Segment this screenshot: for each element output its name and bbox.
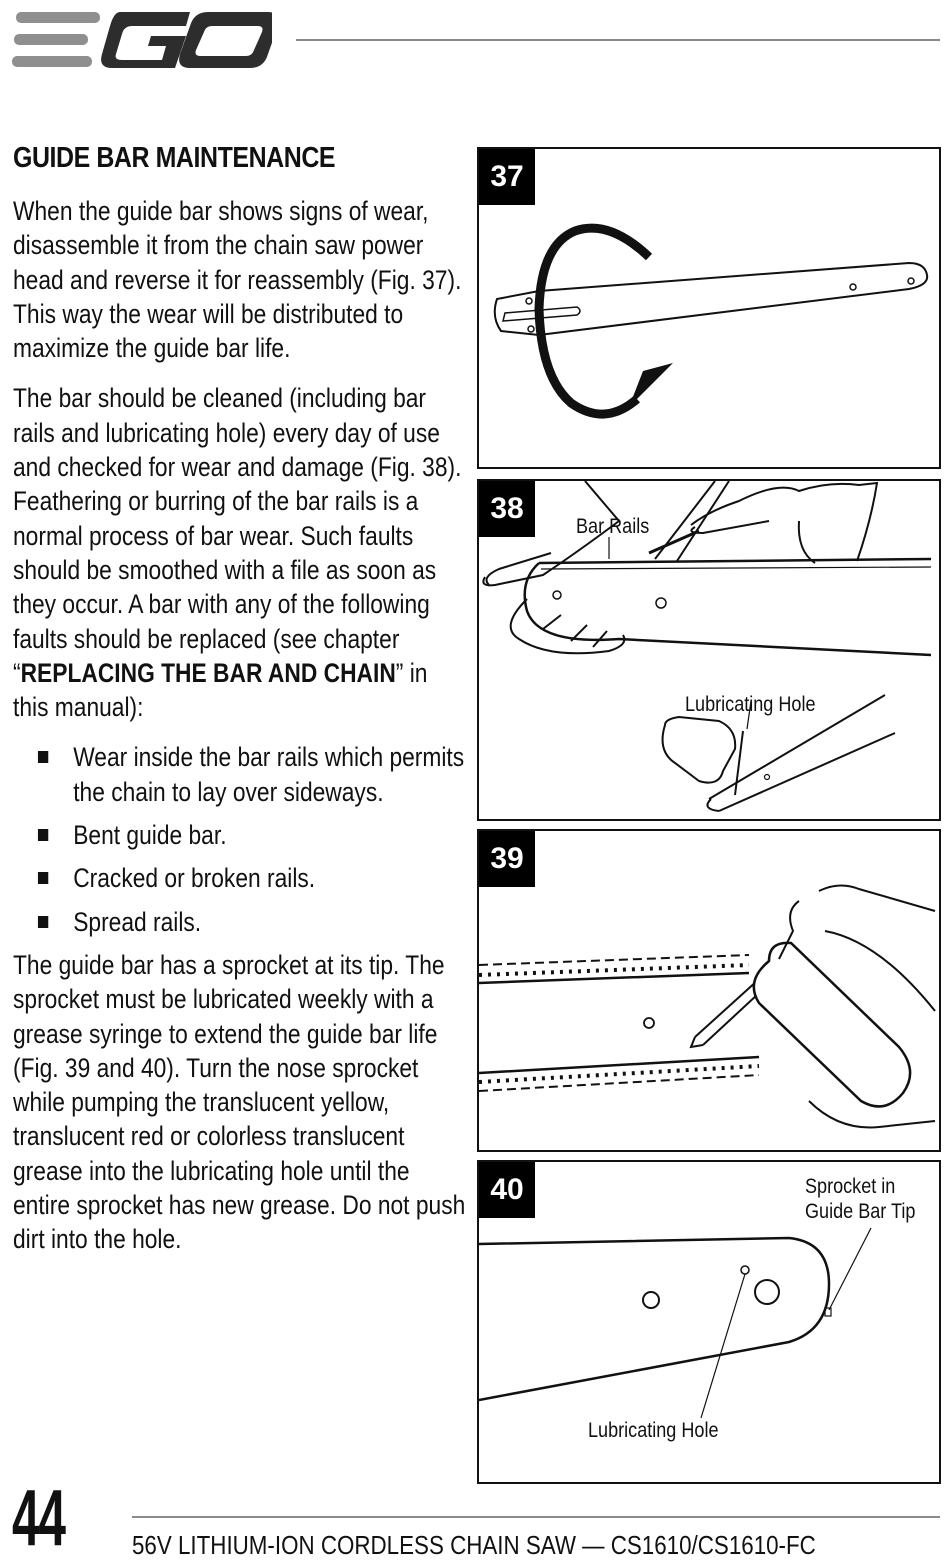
footer-title: 56V LITHIUM-ION CORDLESS CHAIN SAW — CS1610/CS1610-FC — [132, 1530, 816, 1560]
figure-number: 37 — [479, 149, 535, 205]
header-rule — [296, 39, 940, 41]
paragraph-cleaning-end: ” in this manual): — [13, 657, 428, 723]
list-item: Cracked or broken rails. — [13, 861, 469, 895]
bullet-square-icon — [38, 751, 48, 763]
page-number: 44 — [12, 1473, 65, 1562]
body-text — [13, 194, 469, 1273]
figure-38 — [477, 479, 941, 821]
ego-logo — [12, 10, 272, 70]
footer-rule — [132, 1516, 940, 1518]
bullet-square-icon — [38, 829, 48, 841]
paragraph-cleaning-text: The bar should be cleaned (including bar rails and lubricating hole) every day of use and checked for wear and damage (Fig. 38). Feathering or burring of the bar rails is a normal process of bar wear. Such faults should be smoothed with a file as soon as they occur. A bar with any of the following faults should be replaced (see chapter “ — [13, 383, 462, 688]
section-title: GUIDE BAR MAINTENANCE — [13, 142, 336, 174]
bar-cleaning-illustration — [479, 481, 939, 819]
list-item: Spread rails. — [13, 905, 469, 939]
bullet-square-icon — [38, 872, 48, 884]
fault-list — [13, 740, 469, 938]
figure-number: 38 — [479, 481, 535, 537]
sprocket-greasing-illustration — [479, 831, 939, 1150]
list-item: Wear inside the bar rails which permits the chain to lay over sideways. — [13, 740, 469, 809]
figure-number: 39 — [479, 831, 535, 887]
paragraph-cleaning — [13, 381, 469, 724]
guide-bar-reverse-illustration — [479, 149, 939, 467]
figure-37 — [477, 147, 941, 469]
chapter-reference: REPLACING THE BAR AND CHAIN — [20, 657, 396, 688]
figure-number: 40 — [479, 1162, 535, 1218]
figure-39 — [477, 829, 941, 1152]
label-bar-rails: Bar Rails — [576, 515, 650, 538]
label-lubricating-hole: Lubricating Hole — [588, 1419, 719, 1442]
list-item: Bent guide bar. — [13, 818, 469, 852]
paragraph-wear: When the guide bar shows signs of wear, disassemble it from the chain saw power head and reverse it for reassembly (Fig. 37). This way the wear will be distributed to maximize the guide bar life. — [13, 196, 462, 364]
paragraph-sprocket: The guide bar has a sprocket at its tip. The sprocket must be lubricated weekly with a grease syringe to extend the guide bar life (Fig. 39 and 40). Turn the nose sprocket while pumping the translucent yellow, translucent red or colorless translucent grease into the lubricating hole until the entire sprocket has new grease. Do not push dirt into the hole. — [13, 949, 466, 1255]
label-sprocket-line2: Guide Bar Tip — [805, 1200, 916, 1223]
figure-40 — [477, 1160, 941, 1484]
bullet-square-icon — [38, 916, 48, 928]
label-lubricating-hole: Lubricating Hole — [685, 693, 816, 716]
label-sprocket-line1: Sprocket in — [805, 1175, 896, 1198]
